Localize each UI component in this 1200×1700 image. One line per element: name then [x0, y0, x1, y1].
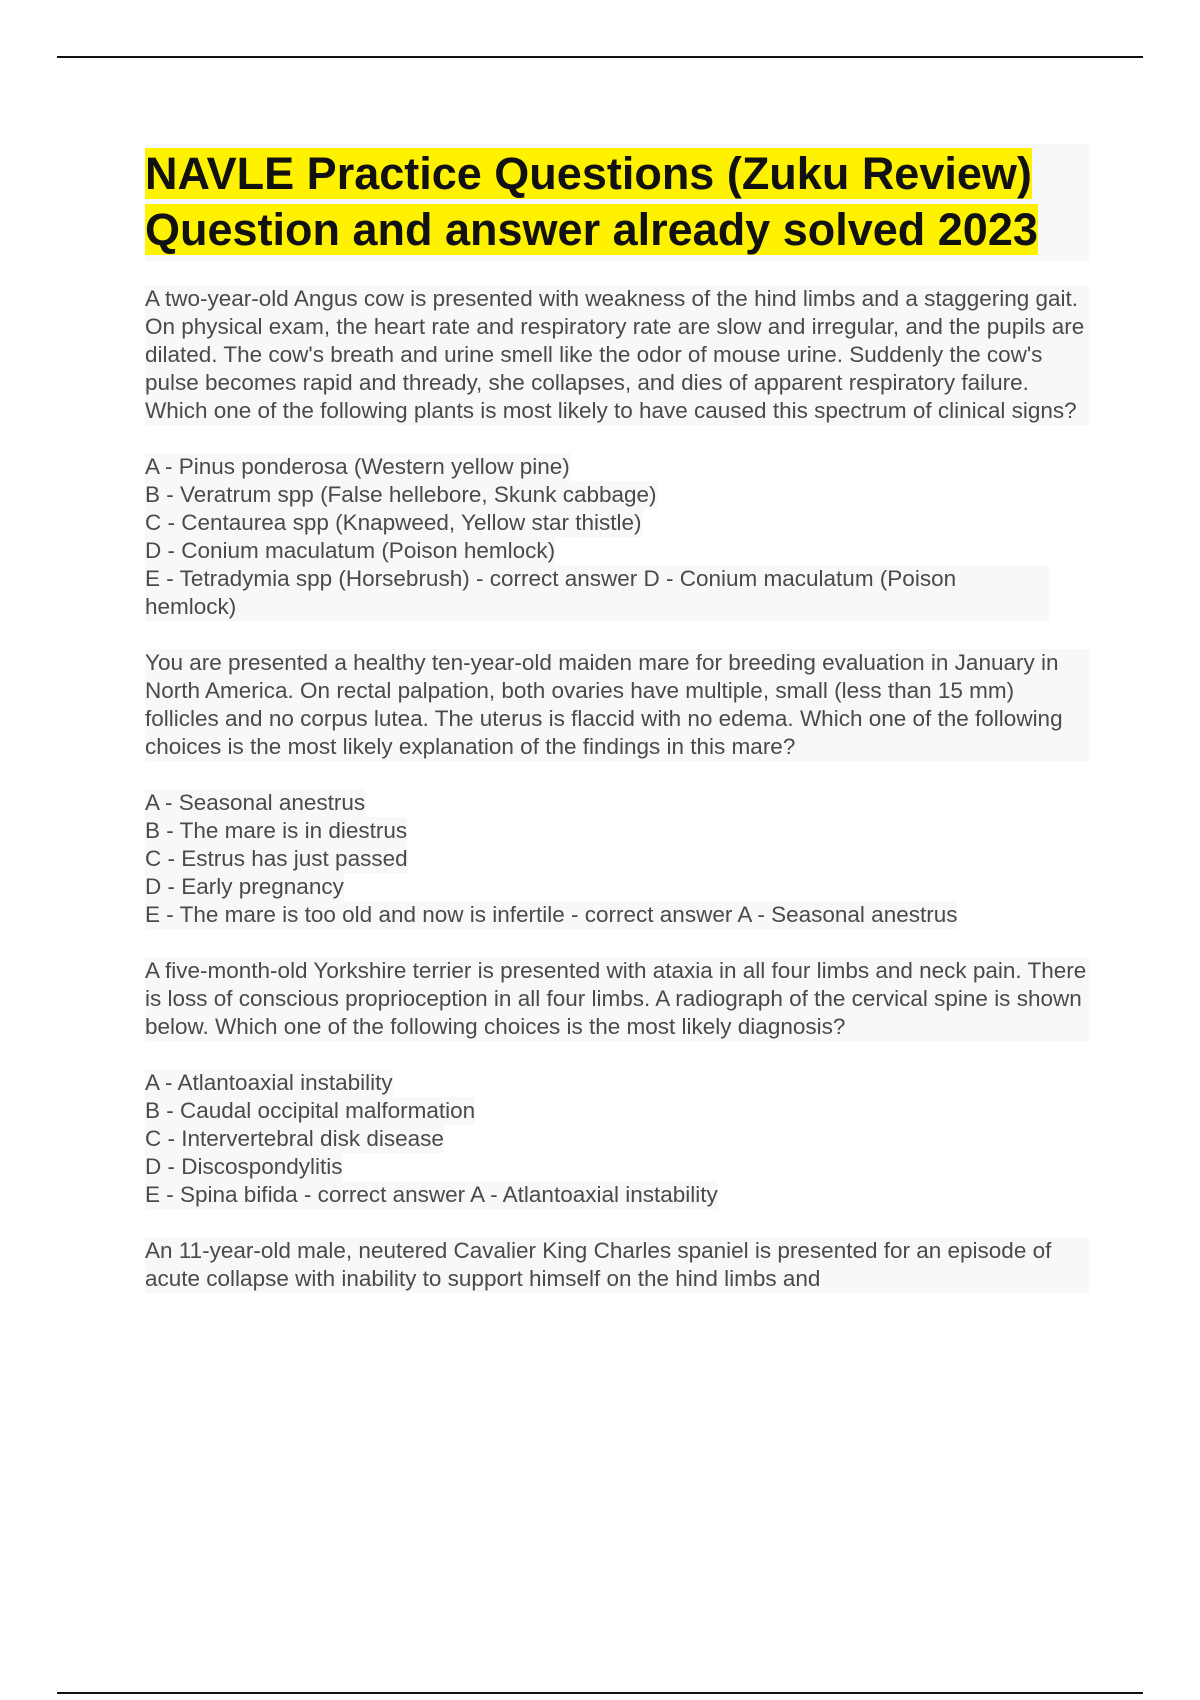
question-3-options	[145, 1069, 1089, 1209]
header-rule	[57, 56, 1143, 58]
question-2-option-e-answer: E - The mare is too old and now is infertile - correct answer A - Seasonal anestrus	[145, 902, 958, 927]
document-body	[145, 144, 1089, 1321]
title-highlight: NAVLE Practice Questions (Zuku Review) Question and answer already solved 2023	[145, 148, 1038, 255]
question-1-option-e-answer: E - Tetradymia spp (Horsebrush) - correct answer D - Conium maculatum (Poison hemlock)	[145, 565, 1049, 621]
question-3-stem: A five-month-old Yorkshire terrier is presented with ataxia in all four limbs and neck pain. There is loss of conscious proprioception in all four limbs. A radiograph of the cervical spine is shown below. Which one of the following choices is the most likely diagnosis?	[145, 957, 1089, 1041]
question-2-option-d: D - Early pregnancy	[145, 874, 344, 899]
question-1-option-a: A - Pinus ponderosa (Western yellow pine)	[145, 454, 570, 479]
document-title	[145, 146, 1089, 258]
footer-rule	[57, 1692, 1143, 1694]
question-1-options	[145, 453, 1089, 621]
question-3-option-e-answer: E - Spina bifida - correct answer A - Atlantoaxial instability	[145, 1182, 718, 1207]
question-1-option-c: C - Centaurea spp (Knapweed, Yellow star thistle)	[145, 510, 642, 535]
question-1-option-d: D - Conium maculatum (Poison hemlock)	[145, 538, 556, 563]
title-block	[145, 144, 1089, 261]
question-2-option-b: B - The mare is in diestrus	[145, 818, 408, 843]
question-1-stem: A two-year-old Angus cow is presented with weakness of the hind limbs and a staggering gait. On physical exam, the heart rate and respiratory rate are slow and irregular, and the pupils are dilated. The cow's breath and urine smell like the odor of mouse urine. Suddenly the cow's pulse becomes rapid and thready, she collapses, and dies of apparent respiratory failure. Which one of the following plants is most likely to have caused this spectrum of clinical signs?	[145, 285, 1089, 425]
question-2-option-a: A - Seasonal anestrus	[145, 790, 366, 815]
question-2-stem: You are presented a healthy ten-year-old maiden mare for breeding evaluation in January in North America. On rectal palpation, both ovaries have multiple, small (less than 15 mm) follicles and no corpus lutea. The uterus is flaccid with no edema. Which one of the following choices is the most likely explanation of the findings in this mare?	[145, 649, 1089, 761]
question-3-option-d: D - Discospondylitis	[145, 1154, 343, 1179]
question-1-option-b: B - Veratrum spp (False hellebore, Skunk cabbage)	[145, 482, 657, 507]
question-3-option-c: C - Intervertebral disk disease	[145, 1126, 444, 1151]
question-2-options	[145, 789, 1089, 929]
question-2-option-c: C - Estrus has just passed	[145, 846, 408, 871]
question-3-option-b: B - Caudal occipital malformation	[145, 1098, 476, 1123]
question-3-option-a: A - Atlantoaxial instability	[145, 1070, 393, 1095]
question-4-stem: An 11-year-old male, neutered Cavalier King Charles spaniel is presented for an episode of acute collapse with inability to support himself on the hind limbs and	[145, 1237, 1089, 1293]
